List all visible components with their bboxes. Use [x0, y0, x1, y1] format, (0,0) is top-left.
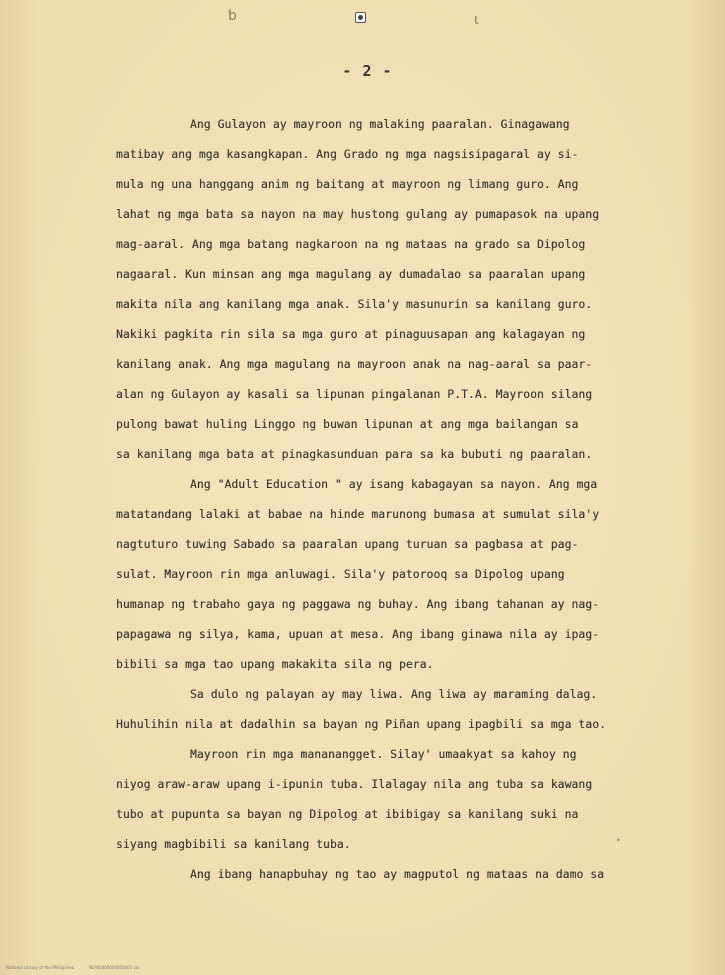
text-line: nagtuturo tuwing Sabado sa paaralan upang turuan sa pagbasa at pag- [116, 538, 579, 551]
text-line: matatandang lalaki at babae na hinde marunong bumasa at sumulat sila'y [116, 508, 600, 521]
text-line: papagawa ng silya, kama, upuan at mesa. Ang ibang ginawa nila ay ipag- [116, 628, 600, 641]
text-line: lahat ng mga bata sa nayon na may hustong gulang ay pumapasok na upang [116, 208, 600, 221]
text-line: siyang magbibili sa kanilang tuba. [116, 838, 351, 851]
document-body [116, 110, 646, 890]
text-line: nagaaral. Kun minsan ang mga magulang ay dumadalao sa paaralan upang [116, 268, 586, 281]
archive-stamp-icon [355, 12, 366, 23]
text-line: mula ng una hanggang anim ng baitang at mayroon ng limang guro. Ang [116, 178, 579, 191]
text-line: Ang Gulayon ay mayroon ng malaking paaralan. Ginagawang [190, 118, 570, 131]
text-line: mag-aaral. Ang mga batang nagkaroon na ng mataas na grado sa Dipolog [116, 238, 586, 251]
text-line: matibay ang mga kasangkapan. Ang Grado ng mga nagsisipagaral ay si- [116, 148, 579, 161]
text-line: makita nila ang kanilang mga anak. Sila'y masunurin sa kanilang guro. [116, 298, 593, 311]
ink-speck-icon: • [616, 836, 621, 845]
text-line: Nakiki pagkita rin sila sa mga guro at pinaguusapan ang kalagayan ng [116, 328, 586, 341]
footer-library: National Library of the Philippines [6, 965, 74, 970]
text-line: sa kanilang mga bata at pinagkasunduan para sa ka bubuti ng paaralan. [116, 448, 593, 461]
text-line: sulat. Mayroon rin mga anluwagi. Sila'y patorooq sa Dipolog upang [116, 568, 565, 581]
text-line: bibili sa mga tao upang makakita sila ng pera. [116, 658, 434, 671]
text-line: Huhulihin nila at dadalhin sa bayan ng Piñan upang ipagbili sa mga tao. [116, 718, 606, 731]
hole-punch-mark-icon: ƅ [228, 8, 237, 24]
text-line: kanilang anak. Ang mga magulang na mayroon anak na nag-aaral sa paar- [116, 358, 593, 371]
text-line: pulong bawat huling Linggo ng buwan lipunan at ang mga bailangan sa [116, 418, 579, 431]
text-line: tubo at pupunta sa bayan ng Dipolog at ibibigay sa kanilang suki na [116, 808, 579, 821]
text-line: Sa dulo ng palayan ay may liwa. Ang liwa ay maraming dalag. [190, 688, 598, 701]
hole-punch-mark-icon: ɩ [474, 12, 479, 28]
page-number: - 2 - [342, 62, 393, 80]
text-line: Ang ibang hanapbuhay ng tao ay magputol ng mataas na damo sa [190, 868, 605, 881]
text-line: Mayroon rin mga mananangget. Silay' umaakyat sa kahoy ng [190, 748, 577, 761]
footer-code: NLP00000000000001 (a) [89, 965, 140, 970]
text-line: Ang "Adult Education " ay isang kabagayan sa nayon. Ang mga [190, 478, 598, 491]
text-line: humanap ng trabaho gaya ng paggawa ng buhay. Ang ibang tahanan ay nag- [116, 598, 600, 611]
footer [6, 965, 153, 970]
text-line: alan ng Gulayon ay kasali sa lipunan pingalanan P.T.A. Mayroon silang [116, 388, 593, 401]
text-line: niyog araw-araw upang i-ipunin tuba. Ilalagay nila ang tuba sa kawang [116, 778, 593, 791]
